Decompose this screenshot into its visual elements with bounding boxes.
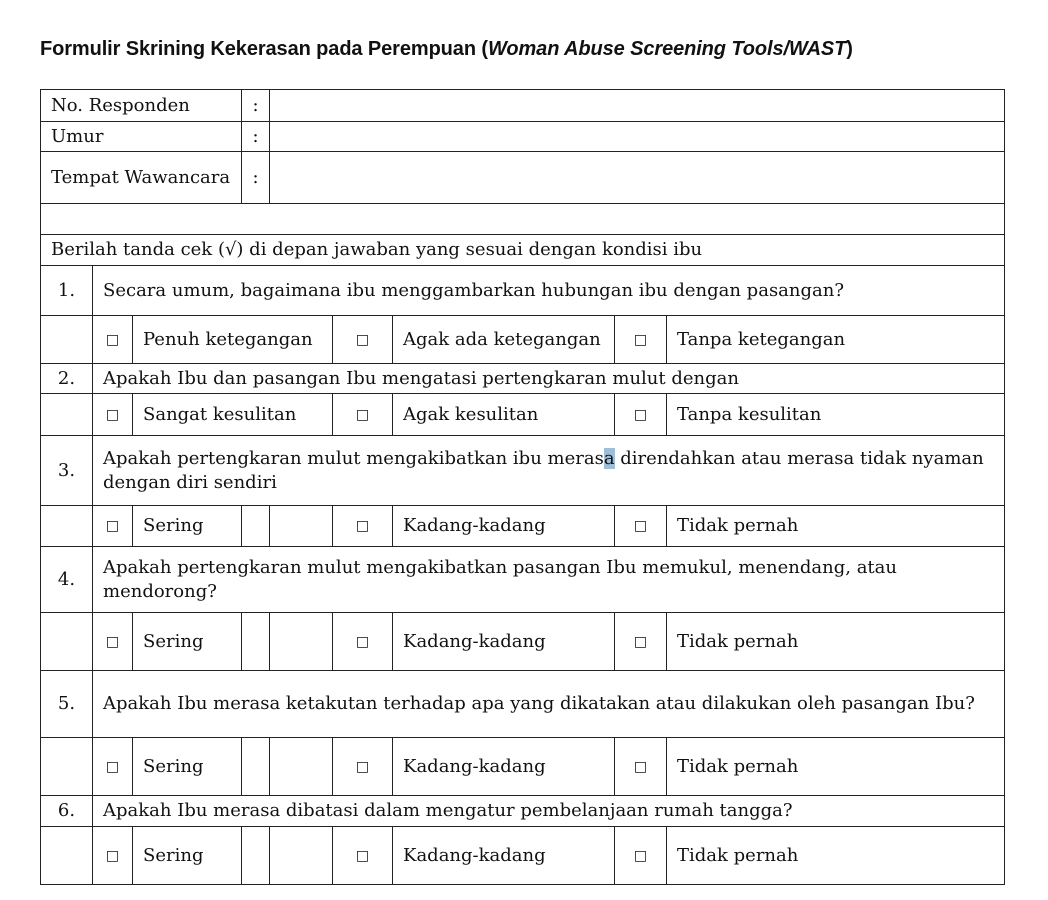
option-label: Agak ada ketegangan <box>393 316 615 364</box>
question-row-5 <box>41 671 1005 738</box>
checkbox[interactable]: □ <box>93 613 133 671</box>
option-label: Tanpa ketegangan <box>667 316 1005 364</box>
checkbox[interactable]: □ <box>93 506 133 547</box>
option-row-1 <box>41 316 1005 364</box>
question-number: 6. <box>41 796 93 827</box>
checkbox[interactable]: □ <box>333 827 393 885</box>
checkbox[interactable]: □ <box>615 613 667 671</box>
checkbox[interactable]: □ <box>93 316 133 364</box>
option-label: Sering <box>133 738 242 796</box>
field-label-respondent: No. Responden <box>41 90 242 122</box>
field-label-place: Tempat Wawancara <box>41 152 242 204</box>
question-text: Apakah Ibu merasa dibatasi dalam mengatur pembelanjaan rumah tangga? <box>93 796 1005 827</box>
empty-cell <box>41 394 93 436</box>
checkbox[interactable]: □ <box>333 316 393 364</box>
option-label: Kadang-kadang <box>393 613 615 671</box>
text-selection-highlight: a <box>603 447 615 469</box>
form-title-italic: Woman Abuse Screening Tools/WAST <box>487 38 847 60</box>
empty-cell <box>242 506 270 547</box>
question-row-3 <box>41 436 1005 506</box>
screening-form-table <box>40 89 1005 885</box>
checkbox[interactable]: □ <box>333 506 393 547</box>
option-label: Sangat kesulitan <box>133 394 333 436</box>
instruction-text: Berilah tanda cek (√) di depan jawaban yang sesuai dengan kondisi ibu <box>41 235 1005 266</box>
option-label: Tanpa kesulitan <box>667 394 1005 436</box>
option-label: Penuh ketegangan <box>133 316 333 364</box>
empty-cell <box>270 613 333 671</box>
empty-cell <box>242 827 270 885</box>
option-label: Tidak pernah <box>667 506 1005 547</box>
form-title <box>40 38 853 61</box>
empty-cell <box>242 738 270 796</box>
checkbox[interactable]: □ <box>333 394 393 436</box>
empty-cell <box>41 738 93 796</box>
checkbox[interactable]: □ <box>615 316 667 364</box>
question-number: 4. <box>41 547 93 613</box>
field-label-age: Umur <box>41 122 242 152</box>
field-row-respondent <box>41 90 1005 122</box>
checkbox[interactable]: □ <box>333 738 393 796</box>
checkbox[interactable]: □ <box>615 738 667 796</box>
option-row-4 <box>41 613 1005 671</box>
question-text: Apakah Ibu dan pasangan Ibu mengatasi pertengkaran mulut dengan <box>93 364 1005 394</box>
option-row-2 <box>41 394 1005 436</box>
checkbox[interactable]: □ <box>93 394 133 436</box>
empty-cell <box>270 738 333 796</box>
question-text-part: direndahkan atau merasa tidak nyaman dengan diri sendiri <box>103 447 984 493</box>
question-row-1 <box>41 266 1005 316</box>
empty-cell <box>41 316 93 364</box>
empty-cell <box>41 204 1005 235</box>
empty-cell <box>41 827 93 885</box>
checkbox[interactable]: □ <box>615 827 667 885</box>
field-separator: : <box>242 90 270 122</box>
option-label: Sering <box>133 506 242 547</box>
empty-cell <box>270 506 333 547</box>
instruction-row <box>41 235 1005 266</box>
question-row-4 <box>41 547 1005 613</box>
field-input-age[interactable] <box>270 122 1005 152</box>
spacer-row <box>41 204 1005 235</box>
form-title-suffix: ) <box>846 38 853 60</box>
checkbox[interactable]: □ <box>615 506 667 547</box>
option-row-6 <box>41 827 1005 885</box>
form-title-prefix: Formulir Skrining Kekerasan pada Perempuan ( <box>40 38 488 60</box>
checkbox[interactable]: □ <box>615 394 667 436</box>
option-label: Tidak pernah <box>667 613 1005 671</box>
option-label: Agak kesulitan <box>393 394 615 436</box>
question-text: Secara umum, bagaimana ibu menggambarkan hubungan ibu dengan pasangan? <box>93 266 1005 316</box>
option-label: Sering <box>133 613 242 671</box>
checkbox[interactable]: □ <box>93 738 133 796</box>
empty-cell <box>242 613 270 671</box>
field-separator: : <box>242 152 270 204</box>
question-text <box>93 436 1005 506</box>
question-row-6 <box>41 796 1005 827</box>
option-label: Kadang-kadang <box>393 506 615 547</box>
question-text: Apakah pertengkaran mulut mengakibatkan pasangan Ibu memukul, menendang, atau mendorong? <box>93 547 1005 613</box>
checkbox[interactable]: □ <box>93 827 133 885</box>
option-label: Sering <box>133 827 242 885</box>
option-row-3 <box>41 506 1005 547</box>
option-label: Kadang-kadang <box>393 738 615 796</box>
question-number: 2. <box>41 364 93 394</box>
question-number: 1. <box>41 266 93 316</box>
option-label: Kadang-kadang <box>393 827 615 885</box>
option-label: Tidak pernah <box>667 738 1005 796</box>
question-text: Apakah Ibu merasa ketakutan terhadap apa yang dikatakan atau dilakukan oleh pasangan Ibu? <box>93 671 1005 738</box>
field-separator: : <box>242 122 270 152</box>
question-text-part: Apakah pertengkaran mulut mengakibatkan ibu meras <box>103 447 604 469</box>
option-label: Tidak pernah <box>667 827 1005 885</box>
question-number: 5. <box>41 671 93 738</box>
field-input-respondent[interactable] <box>270 90 1005 122</box>
empty-cell <box>41 506 93 547</box>
field-row-place <box>41 152 1005 204</box>
field-row-age <box>41 122 1005 152</box>
checkbox[interactable]: □ <box>333 613 393 671</box>
empty-cell <box>41 613 93 671</box>
option-row-5 <box>41 738 1005 796</box>
question-row-2 <box>41 364 1005 394</box>
question-number: 3. <box>41 436 93 506</box>
empty-cell <box>270 827 333 885</box>
field-input-place[interactable] <box>270 152 1005 204</box>
